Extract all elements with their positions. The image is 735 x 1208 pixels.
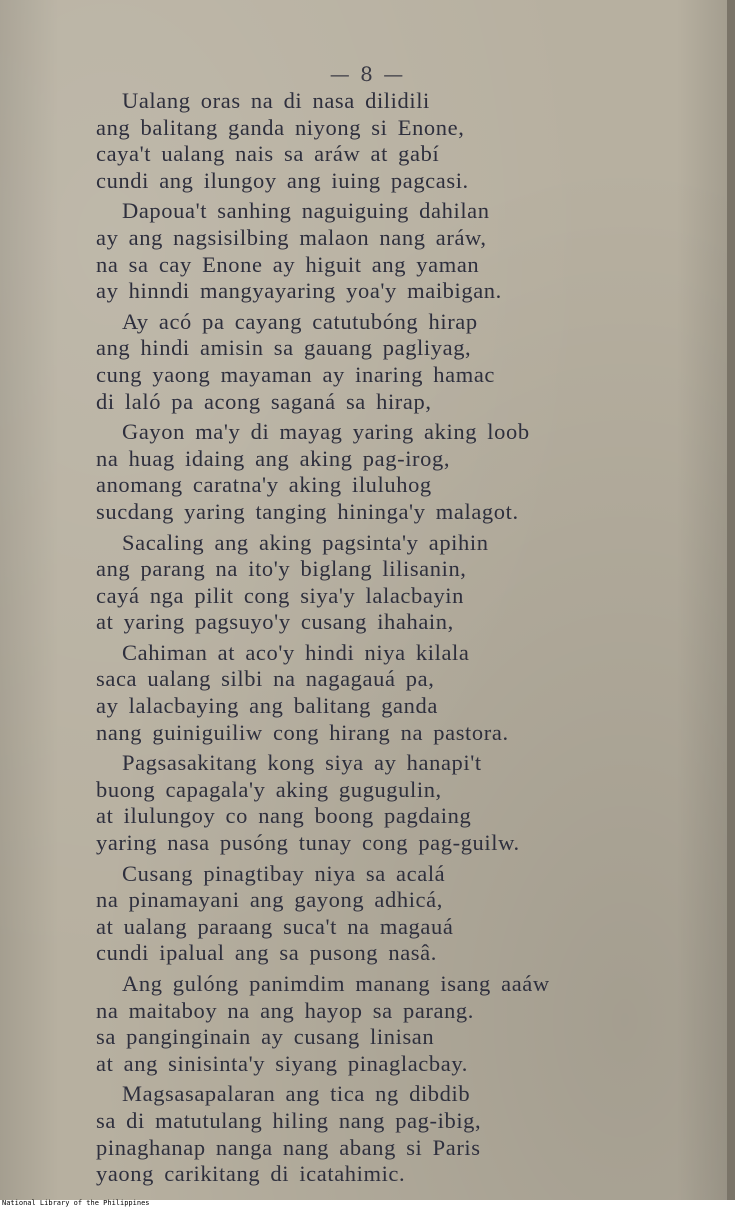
verse-line: na maitaboy na ang hayop sa parang. xyxy=(96,997,475,1023)
verse-line: yaong carikitang di icatahimic. xyxy=(96,1161,406,1187)
poem-body xyxy=(96,88,696,1192)
stanza xyxy=(96,309,696,415)
verse-line: na sa cay Enone ay higuit ang yaman xyxy=(96,251,480,277)
verse-line: na huag idaing ang aking pag-irog, xyxy=(96,445,451,471)
verse-line: di laló pa acong saganá sa hirap, xyxy=(96,388,432,414)
verse-line: Ang gulóng panimdim manang isang aaáw xyxy=(122,971,550,996)
verse-line: at ang sinisinta'y siyang pinaglacbay. xyxy=(96,1050,468,1076)
verse-line: ang balitang ganda niyong si Enone, xyxy=(96,114,465,140)
library-credit: National Library of the Philippines xyxy=(2,1199,150,1207)
page-edge-shadow xyxy=(727,0,735,1200)
stanza xyxy=(96,198,696,304)
verse-line: at yaring pagsuyo'y cusang ihahain, xyxy=(96,609,454,635)
verse-line: ang hindi amisin sa gauang pagliyag, xyxy=(96,335,472,361)
verse-line: saca ualang silbi na nagagauá pa, xyxy=(96,666,435,692)
stanza xyxy=(96,861,696,967)
verse-line: sa panginginain ay cusang linisan xyxy=(96,1024,435,1050)
stanza xyxy=(96,640,696,746)
verse-line: Dapoua't sanhing naguiguing dahilan xyxy=(122,198,490,224)
verse-line: buong capagala'y aking gugugulin, xyxy=(96,776,442,802)
verse-line: ang parang na ito'y biglang lilisanin, xyxy=(96,556,467,582)
verse-line: Gayon ma'y di mayag yaring aking loob xyxy=(122,419,530,445)
verse-line: Pagsasakitang kong siya ay hanapi't xyxy=(122,750,482,776)
verse-line: at ualang paraang suca't na magauá xyxy=(96,913,454,939)
verse-line: cundi ang ilungoy ang iuing pagcasi. xyxy=(96,167,469,193)
verse-line: cayá nga pilit cong siya'y lalacbayin xyxy=(96,582,465,608)
verse-line: Ualang oras na di nasa dilidili xyxy=(122,88,430,113)
stanza xyxy=(96,419,696,525)
verse-line: sa di matutulang hiling nang pag-ibig, xyxy=(96,1107,482,1133)
verse-line: sucdang yaring tanging hininga'y malagot. xyxy=(96,498,519,524)
verse-line: Ay acó pa cayang catutubóng hirap xyxy=(122,308,478,334)
verse-line: cundi ipalual ang sa pusong nasâ. xyxy=(96,940,437,966)
verse-line: cung yaong mayaman ay inaring hamac xyxy=(96,361,495,387)
stanza xyxy=(96,971,696,1077)
verse-line: pinaghanap nanga nang abang si Paris xyxy=(96,1134,481,1160)
verse-line: ay hinndi mangyayaring yoa'y maibigan. xyxy=(96,278,502,304)
verse-line: ay ang nagsisilbing malaon nang aráw, xyxy=(96,224,487,250)
stanza xyxy=(96,88,696,194)
verse-line: Cusang pinagtibay niya sa acalá xyxy=(122,860,446,886)
verse-line: yaring nasa pusóng tunay cong pag-guilw. xyxy=(96,830,520,856)
verse-line: caya't ualang nais sa aráw at gabí xyxy=(96,141,440,167)
verse-line: Sacaling ang aking pagsinta'y apihin xyxy=(122,529,489,555)
verse-line: Cahiman at aco'y hindi niya kilala xyxy=(122,639,470,665)
verse-line: na pinamayani ang gayong adhicá, xyxy=(96,887,443,913)
verse-line: nang guiniguiliw cong hirang na pastora. xyxy=(96,719,509,745)
stanza xyxy=(96,750,696,856)
verse-line: Magsasapalaran ang tica ng dibdib xyxy=(122,1081,471,1107)
page-number: — 8 — xyxy=(329,62,406,86)
verse-line: at ilulungoy co nang boong pagdaing xyxy=(96,803,472,829)
verse-line: anomang caratna'y aking iluluhog xyxy=(96,472,432,498)
stanza xyxy=(96,1081,696,1187)
stanza xyxy=(96,530,696,636)
verse-line: ay lalacbaying ang balitang ganda xyxy=(96,693,438,719)
